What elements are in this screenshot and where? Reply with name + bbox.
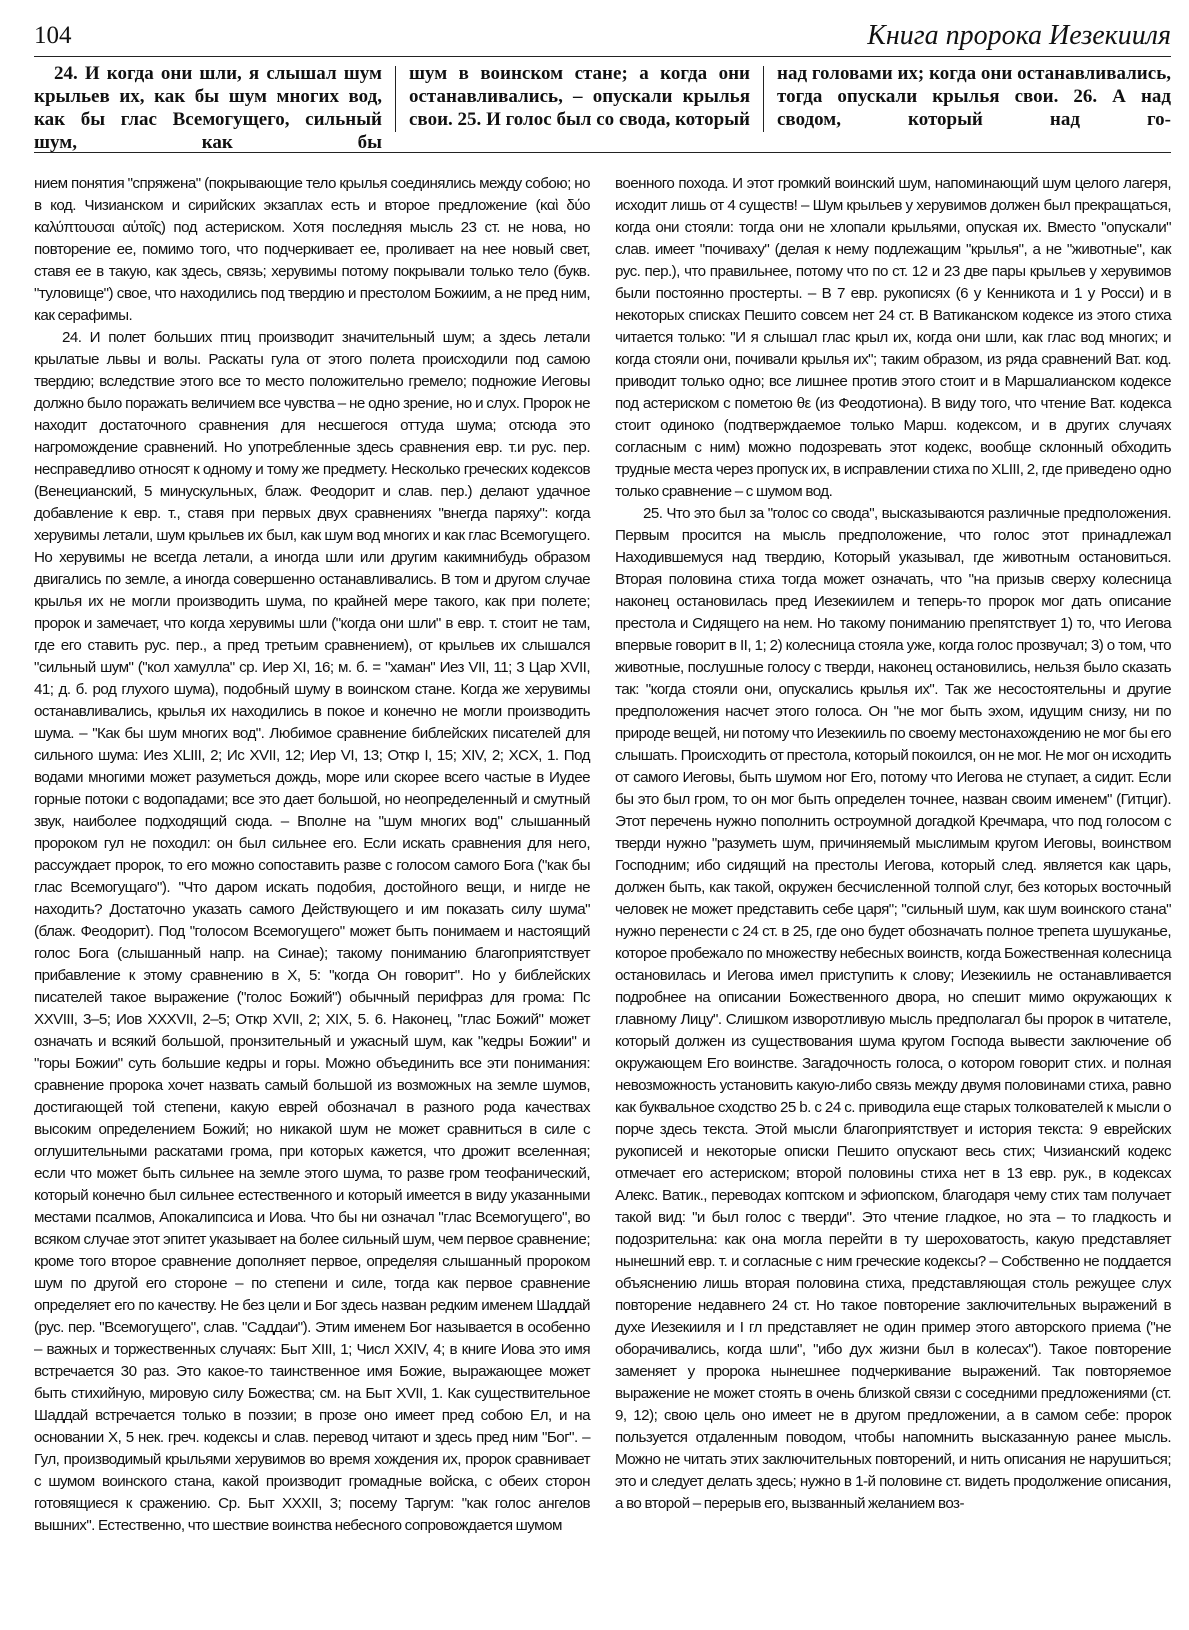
column-divider: [763, 66, 764, 132]
commentary-paragraph: 25. Что это был за "голос со свода", высказываются различные предположения. Первым просится на мысль предположение, что голос этот принадлежал Находившемуся над твердию, Который указывал, где животным остановиться. Вторая половина стиха тогда может означать, что "на призыв сверху колесница наконец остановилась пред Иезекиилем и теперь-то пророк мог дать описание престола и Сидящего на нем. Но такому пониманию препятствует 1) то, что Иегова впервые говорит в II, 1; 2) колесница стояла уже, когда голос прозвучал; 3) о том, что животные, послушные голосу с тверди, наконец остановились, нельзя было сказать так: "когда стояли они, опускались крылья их". Так же несостоятельны и другие предположения насчет этого голоса. Он "не мог быть эхом, идущим снизу, ни по природе вещей, ни потому что Иезекииль по своему местонахождению не мог бы его слышать. Происходить от престола, который покоился, он не мог. Не мог он исходить от самого Иеговы, быть шумом ног Его, потому что Иегова не ступает, а сидит. Если бы это был гром, то он мог быть определен точнее, назван своим именем" (Гитциг). Этот перечень нужно пополнить остроумной догадкой Кречмара, что под голосом с тверди нужно "разуметь шум, причиняемый мыслимым кругом Иеговы, воинством Господним; ибо сидящий на престолы Иегова, который след. является как царь, должен быть, как такой, окружен бесчисленной толпой слуг, без которых восточный человек не может представить себе царя"; "сильный шум, как шум воинского стана" нужно перенести с 24 ст. в 25, где оно будет обозначать полное трепета шушуканье, которое пробежало по множеству небесных воинств, когда Божественная колесница остановилась и Иегова имел приступить к слову; Иезекииль не останавливается подробнее на описании Божественного двора, но спешит мимо окружающих к главному Лицу". Слишком изворотливую мысль предполагал бы пророк в читателе, который должен из существования шума кругом Господа вывести заключение об окружающем Его воинстве. Загадочность голоса, о котором говорит стих. и полная невозможность установить какую-либо связь между двумя половинами стиха, равно как буквальное сходство 25 b. с 24 c. приводила еще старых толкователей к мысли о порче здесь текста. Этой мысли благоприятствует и история текста: 9 еврейских рукописей и некоторые описки Пешито опускают весь стих; Чизианский кодекс отмечает его астериском; второй половины стиха нет в 13 евр. рук., в кодексах Алекс. Ватик., переводах коптском и эфиопском, благодаря чему стих там получает такой вид: "и был голос с тверди". Это чтение гладкое, но эта – то гладкость и подозрительна: как она могла перейти в ту шероховатость, какую представляет нынешний евр. т. и согласные с ним греческие кодексы? – Собственно не поддается объяснению лишь вторая половина стиха, представляющая столь режущее слух повторение недавнего 24 ст. Но такое повторение заключительных выражений в духе Иезекииля и I гл представляет не один пример этого авторского приема ("не оборачивались, когда шли", "ибо дух жизни был в колесах"). Такое повторение заменяет у пророка нынешнее подчеркивание выражений. Так повторяемое выражение не может стоять в очень близкой связи с соседними предложениями (ст. 9, 12); свою цель оно имеет не в другом предложении, а в самом себе: пророк пользуется отдаленным поводом, чтобы напомнить высказанную ранее мысль. Можно не читать этих заключительных повторений, и нить описания не нарушиться; это и следует делать здесь; нужно в 1-й половине ст. видеть продолжение описания, а во второй – перерыв его, вызванный желанием воз-: [615, 505, 1171, 1512]
commentary-paragraph: нием понятия "спряжена" (покрывающие тело крылья соединялись между собою; но в код. Чизианском и сирийских экзаплах есть и второе предложение (καὶ δύο καλύπτουσαι αὐτοῖς) под астериском. Хотя последняя мысль 23 ст. не нова, но повторение ее, помимо того, что подчеркивает ее, проливает на нее новый свет, ставя ее в такую, как здесь, связь; херувимы потому покрывали только тело (букв. "туловище") свое, что находились под твердию и престолом Божиим, а не пред ним, как серафимы.: [34, 175, 590, 324]
commentary-right-column: [615, 173, 1171, 1623]
scripture-text-3: над головами их; когда они останавливались, тогда опускали крылья свои. 26. А над сводом, который над го-: [777, 63, 1171, 130]
scripture-text-2: шум в воинском стане; а когда они останавливались, – опускали крылья свои. 25. И голос был со свода, который: [409, 63, 750, 130]
scripture-column-1: [34, 62, 382, 154]
scripture-column-2: [409, 62, 750, 154]
commentary: [34, 173, 1171, 1623]
column-divider: [395, 66, 396, 132]
section-divider: [34, 152, 1171, 153]
scripture-text-1: 24. И когда они шли, я слышал шум крыльев их, как бы шум многих вод, как бы глас Всемогущего, сильный шум, как бы: [34, 63, 382, 153]
page-number: 104: [34, 22, 72, 49]
book-title: Книга пророка Иезекииля: [867, 20, 1171, 51]
commentary-paragraph: военного похода. И этот громкий воинский шум, напоминающий шум целого лагеря, исходит лишь от 4 существ! – Шум крыльев у херувимов должен был прекращаться, когда они стояли: тогда они не хлопали крыльями, опуская их. Вместо "опускали" слав. имеет "почиваху" (делая к нему подлежащим "крылья", а не "животные", как рус. пер.), что правильнее, потому что по ст. 12 и 23 две пары крыльев у херувимов были постоянно простерты. – В 7 евр. рукописях (6 у Кенникота и 1 у Росси) и в некоторых списках Пешито совсем нет 24 ст. В Ватиканском кодексе из этого стиха читается только: "И я слышал глас крыл их, когда они шли, как глас вод многих; и когда стояли они, почивали крылья их"; таким образом, из ряда сравнений Ват. код. приводит только одно; все лишнее против этого стоит и в Маршалианском кодексе под астериском с пометою θε (из Феодотиона). В виду того, что чтение Ват. кодекса стоит одиноко (подтверждаемое только Марш. кодексом, и в других случаях согласным с ним) можно подозревать этот кодекс, вообще склонный обходить трудные места через пропуск их, в исправлении стиха по XLIII, 2, где приведено одно только сравнение – с шумом вод.: [615, 175, 1171, 500]
running-header: [34, 20, 1171, 57]
commentary-left-column: [34, 173, 590, 1623]
scripture-text: [34, 62, 1171, 153]
scripture-column-3: [777, 62, 1171, 154]
commentary-paragraph: 24. И полет больших птиц производит значительный шум; а здесь летали крылатые львы и волы. Раскаты гула от этого полета происходили под самою твердию; вследствие этого все то место положительно гремело; подножие Иеговы должно было поражать величием все чувства – не одно зрение, но и слух. Пророк не находит достаточного сравнения для несшегося оттуда шума; отсюда это нагромождение сравнений. Но употребленные здесь сравнения евр. т.и рус. пер. несправедливо относят к одному и тому же предмету. Несколько греческих кодексов (Венецианский, 5 минускульных, блаж. Феодорит и слав. пер.) делают удачное добавление к евр. т., ставя при первых двух сравнениях "внегда паряху": когда херувимы летали, шум крыльев их был, как шум вод многих и как глас Всемогущего. Но херувимы не всегда летали, а иногда шли или другим какимнибудь образом двигались по земле, а иногда совершенно останавливались. В том и другом случае крылья их не могли производить шума, по крайней мере такого, как при полете; пророк и замечает, что когда херувимы шли ("когда они шли" в евр. т. стоит не там, где его ставить рус. пер., а пред третьим сравнением), от крыльев их слышался "сильный шум" ("кол хамулла" ср. Иер XI, 16; м. б. = "хаман" Иез VII, 11; 3 Цар XVII, 41; д. б. род глухого шума), подобный шуму в воинском стане. Когда же херувимы останавливались, крылья их находились в покое и конечно не могли производить шума. – "Как бы шум многих вод". Любимое сравнение библейских писателей для сильного шума: Иез XLIII, 2; Ис XVII, 12; Иер VI, 13; Откр I, 15; XIV, 2; XCX, 1. Под водами многими может разуметься дождь, море или скорее всего частые в Иудее горные потоки с водопадами; все это дает большой, но неопределенный и смутный звук, наиболее подходящий сюда. – Вполне на "шум многих вод" слышанный пророком гул не походил: он был сильнее его. Если искать сравнения для него, рассуждает пророк, то его можно сопоставить разве с голосом самого Бога ("как бы глас Всемогущаго"). "Что даром искать подобия, достойного вещи, и нигде не находить? Достаточно указать самого Действующего и им показать силу шума" (блаж. Феодорит). Под "голосом Всемогущего" может быть понимаем и настоящий голос Бога (слышанный напр. на Синае); такому пониманию благоприятствует прибавление к этому сравнению в X, 5: "когда Он говорит". Но у библейских писателей такое выражение ("голос Божий") обычный перифраз для грома: Пс XXVIII, 3–5; Иов XXXVII, 2–5; Откр XVII, 2; XIX, 5. 6. Наконец, "глас Божий" может означать и всякий большой, пронзительный и ужасный шум, как "кедры Божии" и "горы Божии" суть большие кедры и горы. Можно объединить все эти понимания: сравнение пророка хочет назвать самый большой из возможных на земле шумов, достигающей той степени, какую еврей обозначал в разного рода качествах высоким определением Божий; но никакой шум не может сравниться в силе с оглушительными раскатами грома, при которых кажется, что дрожит вселенная; если что может быть сильнее на земле этого шума, то разве гром теофанический, который конечно был сильнее естественного и который имеется в виду указанными местами псалмов, Апокалипсиса и Иова. Что бы ни означал "глас Всемогущего", во всяком случае этот эпитет указывает на более сильный шум, чем первое сравнение; кроме того второе сравнение дополняет первое, определяя слышанный пророком шум по другой его стороне – по степени и силе, тогда как первое сравнение определяет его по качеству. Не без цели и Бог здесь назван редким именем Шаддай (рус. пер. "Всемогущего", слав. "Саддаи"). Этим именем Бог называется в особенно – важных и торжественных случаях: Быт XIII, 1; Числ XXIV, 4; в книге Иова это имя встречается 30 раз. Это какое-то таинственное имя Божие, выражающее может быть стихийную, мировую силу Божества; см. на Быт XVII, 1. Как существительное Шаддай встречается только в поэзии; в прозе оно имеет пред собою Ел, и на основании X, 5 нек. греч. кодексы и слав. перевод читают и здесь пред ним "Бог". – Гул, производимый крыльями херувимов во время хождения их, пророк сравнивает с шумом воинского стана, какой производит громадные войска, с обеих сторон готовящиеся к сражению. Ср. Быт XXXII, 3; посему Таргум: "как голос ангелов вышних". Естественно, что шествие воинства небесного сопровождается шумом: [34, 329, 590, 1534]
